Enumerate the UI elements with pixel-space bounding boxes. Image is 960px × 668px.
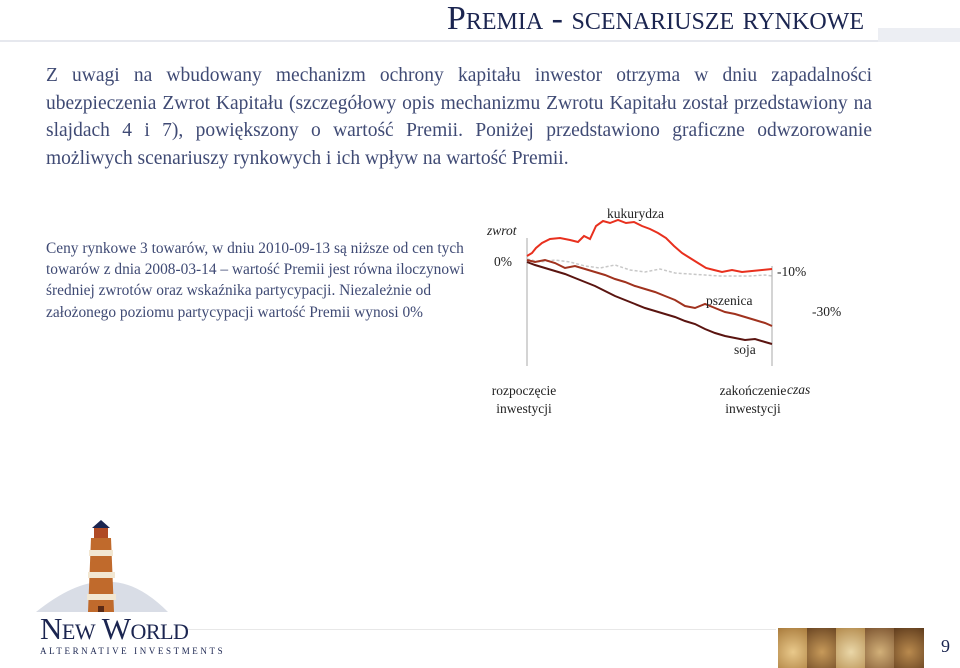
- footer-divider: [186, 629, 776, 630]
- commodity-icon: [778, 628, 808, 668]
- commodity-icon: [836, 628, 866, 668]
- x-end-label: zakończenie inwestycji: [719, 383, 787, 416]
- title-divider-accent: [878, 28, 960, 42]
- logo-tagline: ALTERNATIVE INVESTMENTS: [40, 646, 226, 656]
- y-axis-label: zwrot: [487, 223, 517, 238]
- end-value-label-1: -10%: [777, 264, 807, 279]
- series-label-soy: soja: [734, 342, 756, 357]
- scenario-description: Ceny rynkowe 3 towarów, w dniu 2010-09-13 są niższe od cen tych towarów z dnia 2008-03-14 – wartość Premii jest równa iloczynowi średniej zwrotów oraz wskaźnika partycypacji. Niezależnie od założonego poziomu partycypacji wartość Premii wynosi 0%: [46, 240, 465, 321]
- title-divider: [0, 40, 878, 42]
- end-value-label-2: -30%: [812, 304, 842, 319]
- page-number: 9: [941, 636, 950, 656]
- scenario-chart-svg: [470, 196, 830, 371]
- slide-title: Premia - scenariusze rynkowe: [446, 0, 864, 37]
- series-label-corn: kukurydza: [607, 206, 664, 221]
- commodity-icon: [865, 628, 895, 668]
- commodities-image: [778, 628, 924, 668]
- commodity-icon: [894, 628, 924, 668]
- x-axis-label: czas: [787, 382, 811, 397]
- logo-name: New World: [40, 611, 189, 646]
- lighthouse-logo-icon: [36, 520, 176, 615]
- x-start-label: rozpoczęcie inwestycji: [491, 383, 557, 416]
- series-label-wheat: pszenica: [706, 293, 753, 308]
- zero-label: 0%: [494, 254, 512, 269]
- intro-paragraph: Z uwagi na wbudowany mechanizm ochrony kapitału inwestor otrzyma w dniu zapadalności ubezpieczenia Zwrot Kapitału (szczegółowy opis mechanizmu Zwrotu Kapitału został przedstawiony na slajdach 4 i 7), powiększony o wartość Premii. Poniżej przedstawiono graficzne odwzorowanie możliwych scenariuszy rynkowych i ich wpływ na wartość Premii.: [46, 65, 872, 169]
- commodity-icon: [807, 628, 837, 668]
- series-line-corn: [527, 220, 772, 272]
